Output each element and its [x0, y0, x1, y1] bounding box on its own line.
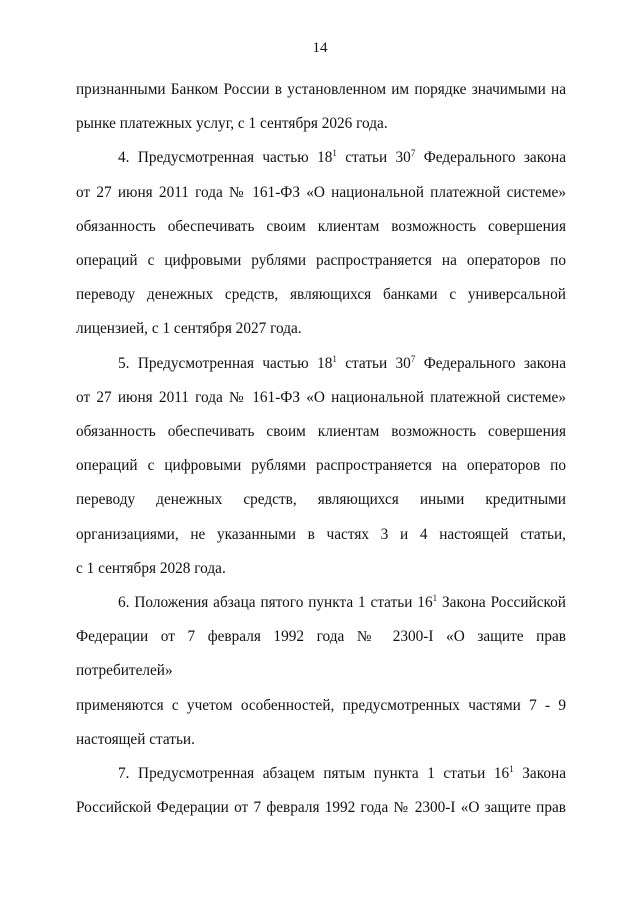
text-fragment: 6. Положения абзаца пятого пункта 1 статьи 16 — [118, 594, 433, 612]
text-line: применяются с учетом особенностей, предусмотренных частями 7 - 9 — [76, 696, 566, 714]
superscript: 1 — [332, 148, 337, 159]
superscript: 1 — [509, 764, 514, 775]
paragraph-6 — [76, 586, 566, 757]
text-line: от 27 июня 2011 года № 161-ФЗ «О национальной платежной системе» — [76, 183, 566, 201]
text-fragment: статьи 30 — [336, 149, 411, 167]
text-line: лицензией, с 1 сентября 2027 года. — [76, 320, 302, 338]
text-line: организациями, не указанными в частях 3 и 4 настоящей статьи, — [76, 525, 566, 543]
text-fragment: Закона — [513, 765, 566, 783]
superscript: 1 — [432, 593, 438, 604]
text-line — [76, 141, 566, 175]
text-line: Федерации от 7 февраля 1992 года № 2300-I «О защите прав потребителей» — [76, 628, 566, 680]
text-fragment: Закона Российской — [437, 594, 566, 612]
text-fragment: 5. Предусмотренная частью 18 — [118, 354, 333, 372]
paragraph-continuation — [76, 73, 566, 141]
text-line — [76, 347, 566, 381]
text-line: рынке платежных услуг, с 1 сентября 2026 года. — [76, 115, 388, 133]
text-fragment: статьи 30 — [336, 354, 411, 372]
text-line — [76, 757, 566, 791]
text-line: Российской Федерации от 7 февраля 1992 года № 2300-I «О защите прав — [76, 799, 566, 817]
document-body — [76, 73, 566, 825]
text-line: переводу денежных средств, являющихся банками с универсальной — [76, 286, 566, 304]
paragraph-4 — [76, 141, 566, 346]
page-number: 14 — [312, 40, 328, 56]
text-line: признанными Банком России в установленном им порядке значимыми на — [76, 81, 566, 98]
paragraph-5 — [76, 347, 566, 586]
text-fragment: 7. Предусмотренная абзацем пятым пункта 1 статьи 16 — [118, 765, 510, 783]
text-line: операций с цифровыми рублями распространяется на операторов по — [76, 252, 566, 270]
text-line: обязанность обеспечивать своим клиентам возможность совершения — [76, 423, 566, 441]
text-line: обязанность обеспечивать своим клиентам возможность совершения — [76, 217, 566, 235]
text-line: операций с цифровыми рублями распространяется на операторов по — [76, 457, 566, 475]
paragraph-7 — [76, 757, 566, 825]
text-line: от 27 июня 2011 года № 161-ФЗ «О национальной платежной системе» — [76, 388, 566, 406]
text-line: настоящей статьи. — [76, 730, 195, 748]
superscript: 7 — [410, 148, 416, 159]
superscript: 7 — [410, 353, 416, 364]
text-fragment: 4. Предусмотренная частью 18 — [118, 149, 333, 167]
text-line: переводу денежных средств, являющихся иными кредитными — [76, 491, 566, 509]
text-line: с 1 сентября 2028 года. — [76, 559, 226, 577]
text-fragment: Федерального закона — [415, 149, 566, 167]
text-line — [76, 586, 566, 620]
text-fragment: Федерального закона — [415, 354, 566, 372]
superscript: 1 — [332, 353, 337, 364]
